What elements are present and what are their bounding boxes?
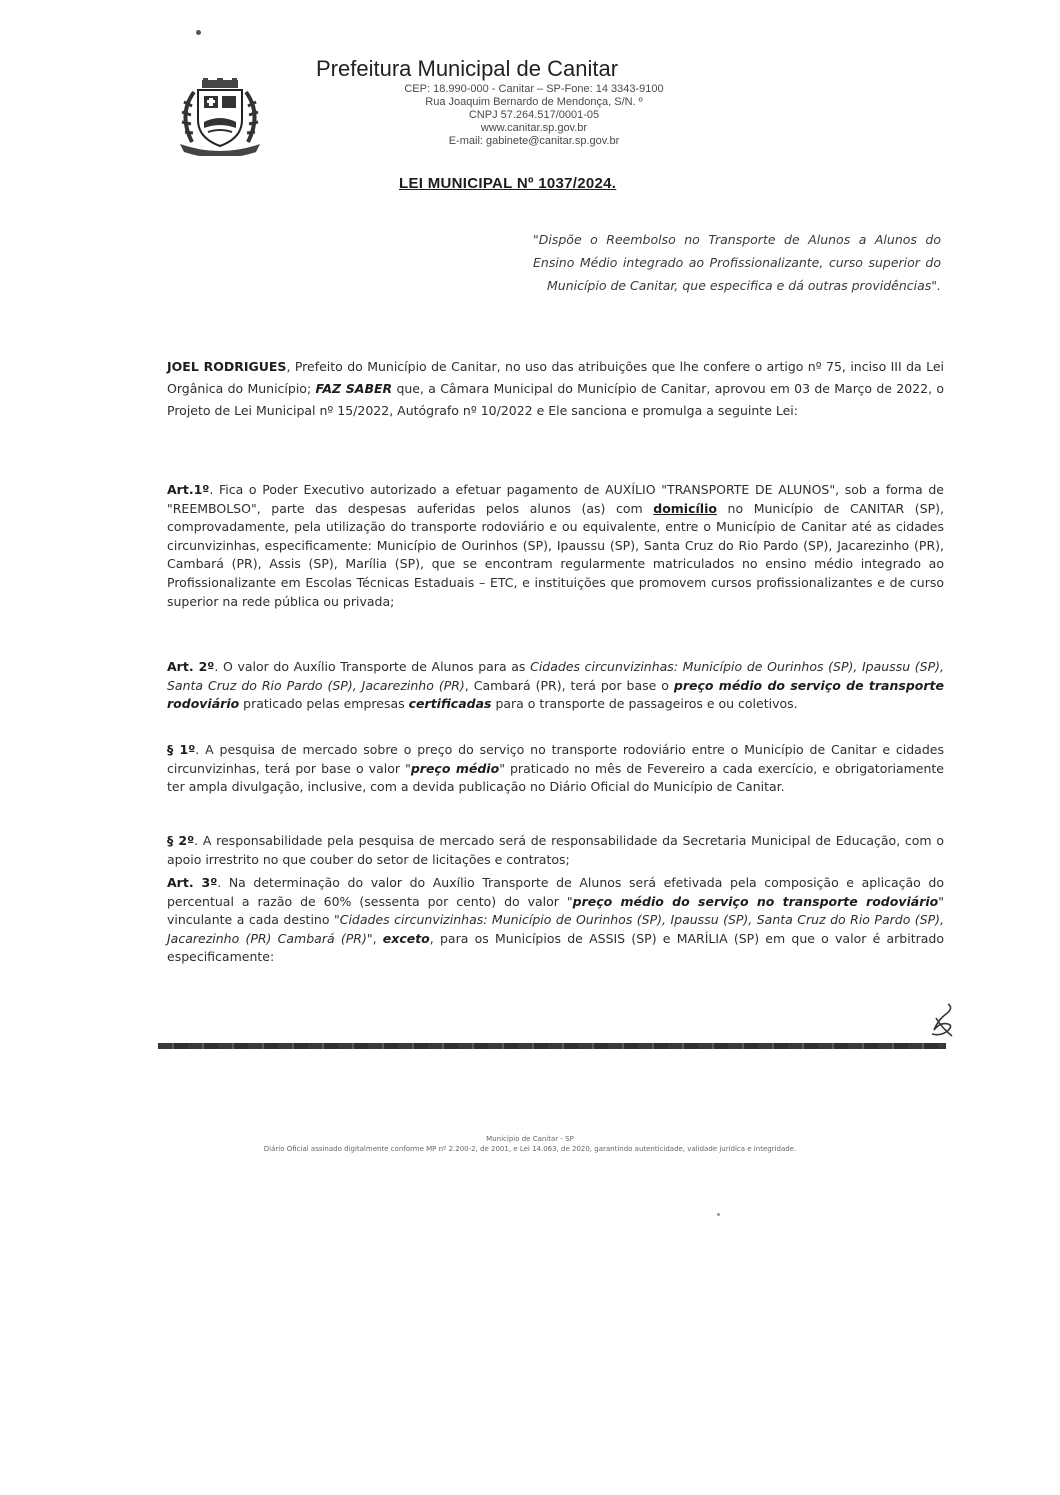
exceto-text: exceto — [382, 930, 430, 946]
text-run: , Cambará (PR), terá por base o — [464, 677, 674, 693]
cities-text: Cidades circunvizinhas: Município de Ourinhos (SP), Ipaussu (SP), Santa Cruz do Rio Pardo (SP), Jacarezinho (PR) — [167, 659, 944, 693]
municipal-coat-of-arms-icon — [170, 78, 270, 156]
text-run: . Fica o Poder Executivo autorizado a efetuar pagamento de AUXÍLIO "TRANSPORTE DE ALUNOS", sob a forma de "REEMBOLSO", parte das despesas auferidas pelos alunos (as) com — [167, 482, 944, 516]
preco-medio-text: preço médio do serviço de transporte rodoviário — [167, 677, 944, 712]
letterhead — [316, 56, 736, 148]
letterhead-line: CEP: 18.990-000 - Canitar – SP-Fone: 14 3343-9100 — [404, 83, 664, 95]
enactment-clause — [167, 356, 944, 422]
cities-text: Cidades circunvizinhas: Município de Ourinhos (SP), Ipaussu (SP), Santa Cruz do Rio Pardo (SP), Jacarezinho (PR) Cambará (PR) — [167, 912, 944, 946]
paragraph-label: § 1º — [167, 742, 196, 757]
article-label: Art. 2º — [167, 659, 215, 674]
certificadas-text: certificadas — [408, 696, 492, 712]
footer-digital-signature-note: Diário Oficial assinado digitalmente conforme MP nº 2.200-2, de 2001, e Lei 14.063, de 2020, garantindo autenticidade, validade jurídica e integridade. — [263, 1145, 797, 1153]
scan-speck — [196, 30, 201, 35]
text-run: no Município de CANITAR (SP), comprovadamente, pela utilização do transporte rodoviário e ou equivalente, entre o Município de Canitar até as cidades circunvizinhas, especificamente: Município de Ourinhos (SP), Ipaussu (SP), Santa Cruz do Rio Pardo (SP), Jacarezinho (PR), Cambará (PR), Assis (SP), Marília (SP), que se encontram regularmente matriculados no ensino médio integrado ao Profissionalizante em Escolas Técnicas Estaduais – ETC, e instituições que promovem cursos profissionalizantes e de curso superior na rede pública ou privada; — [167, 500, 944, 609]
footer-municipality: Município de Canitar - SP — [486, 1135, 574, 1143]
paragraph-2 — [167, 832, 944, 869]
text-run: , para os Municípios de ASSIS (SP) e MARÍLIA (SP) em que o valor é arbitrado especificamente: — [167, 930, 944, 965]
text-run: praticado pelas empresas — [239, 696, 409, 712]
text-run: . Na determinação do valor do Auxílio Transporte de Alunos será efetivada pela composição e aplicação do percentual a razão de 60% (sessenta por cento) do valor " — [167, 875, 944, 909]
article-2 — [167, 658, 944, 714]
text-run: para o transporte de passageiros e ou coletivos. — [491, 696, 798, 712]
letterhead-contact — [364, 83, 704, 148]
law-summary: "Dispõe o Reembolso no Transporte de Alunos a Alunos do Ensino Médio integrado ao Profissionalizante, curso superior do Município de Canitar, que especifica e dá outras providências". — [533, 232, 941, 293]
page-divider — [158, 1043, 946, 1049]
municipality-name: Prefeitura Municipal de Canitar — [316, 56, 619, 81]
domicilio-text: domicílio — [653, 500, 717, 516]
text-run: " praticado no mês de Fevereiro a cada exercício, e obrigatoriamente ter ampla divulgação, inclusive, com a devida publicação no Diário Oficial do Município de Canitar. — [167, 760, 944, 795]
text-run: ", — [366, 930, 383, 946]
preco-medio-text: preço médio — [410, 760, 500, 776]
text-run: que, a Câmara Municipal do Município de Canitar, aprovou em 03 de Março de 2022, o Projeto de Lei Municipal nº 15/2022, Autógrafo nº 10/2022 e Ele sanciona e promulga a seguinte Lei: — [167, 381, 945, 418]
law-title: LEI MUNICIPAL Nº 1037/2024. — [399, 175, 617, 192]
initials-signature-icon — [924, 1000, 960, 1040]
paragraph-label: § 2º — [167, 833, 195, 848]
preco-medio-text: preço médio do serviço no transporte rodoviário — [572, 893, 939, 909]
text-run: . A pesquisa de mercado sobre o preço do serviço no transporte rodoviário entre o Município de Canitar e cidades circunvizinhas, terá por base o valor " — [167, 742, 944, 776]
article-3 — [167, 874, 944, 967]
mayor-name: JOEL RODRIGUES — [167, 359, 287, 374]
letterhead-line: CNPJ 57.264.517/0001-05 — [468, 109, 600, 121]
text-run: , Prefeito do Município de Canitar, no uso das atribuições que lhe confere o artigo nº 75, inciso III da Lei Orgânica do Município; — [167, 359, 945, 396]
article-label: Art.1º — [167, 482, 210, 497]
paragraph-1 — [167, 741, 944, 797]
article-1 — [167, 481, 944, 611]
letterhead-line: Rua Joaquim Bernardo de Mendonça, S/N. º — [425, 96, 643, 108]
text-run: . O valor do Auxílio Transporte de Alunos para as — [214, 659, 531, 674]
article-label: Art. 3º — [167, 875, 218, 890]
letterhead-line: www.canitar.sp.gov.br — [480, 122, 588, 134]
text-run: . A responsabilidade pela pesquisa de mercado será de responsabilidade da Secretaria Municipal de Educação, com o apoio irrestrito no que couber do setor de licitações e contratos; — [167, 833, 944, 867]
text-run: " vinculante a cada destino " — [167, 893, 944, 928]
letterhead-line: E-mail: gabinete@canitar.sp.gov.br — [448, 135, 620, 147]
scan-speck — [717, 1213, 720, 1216]
faz-saber-text: FAZ SABER — [315, 381, 393, 396]
